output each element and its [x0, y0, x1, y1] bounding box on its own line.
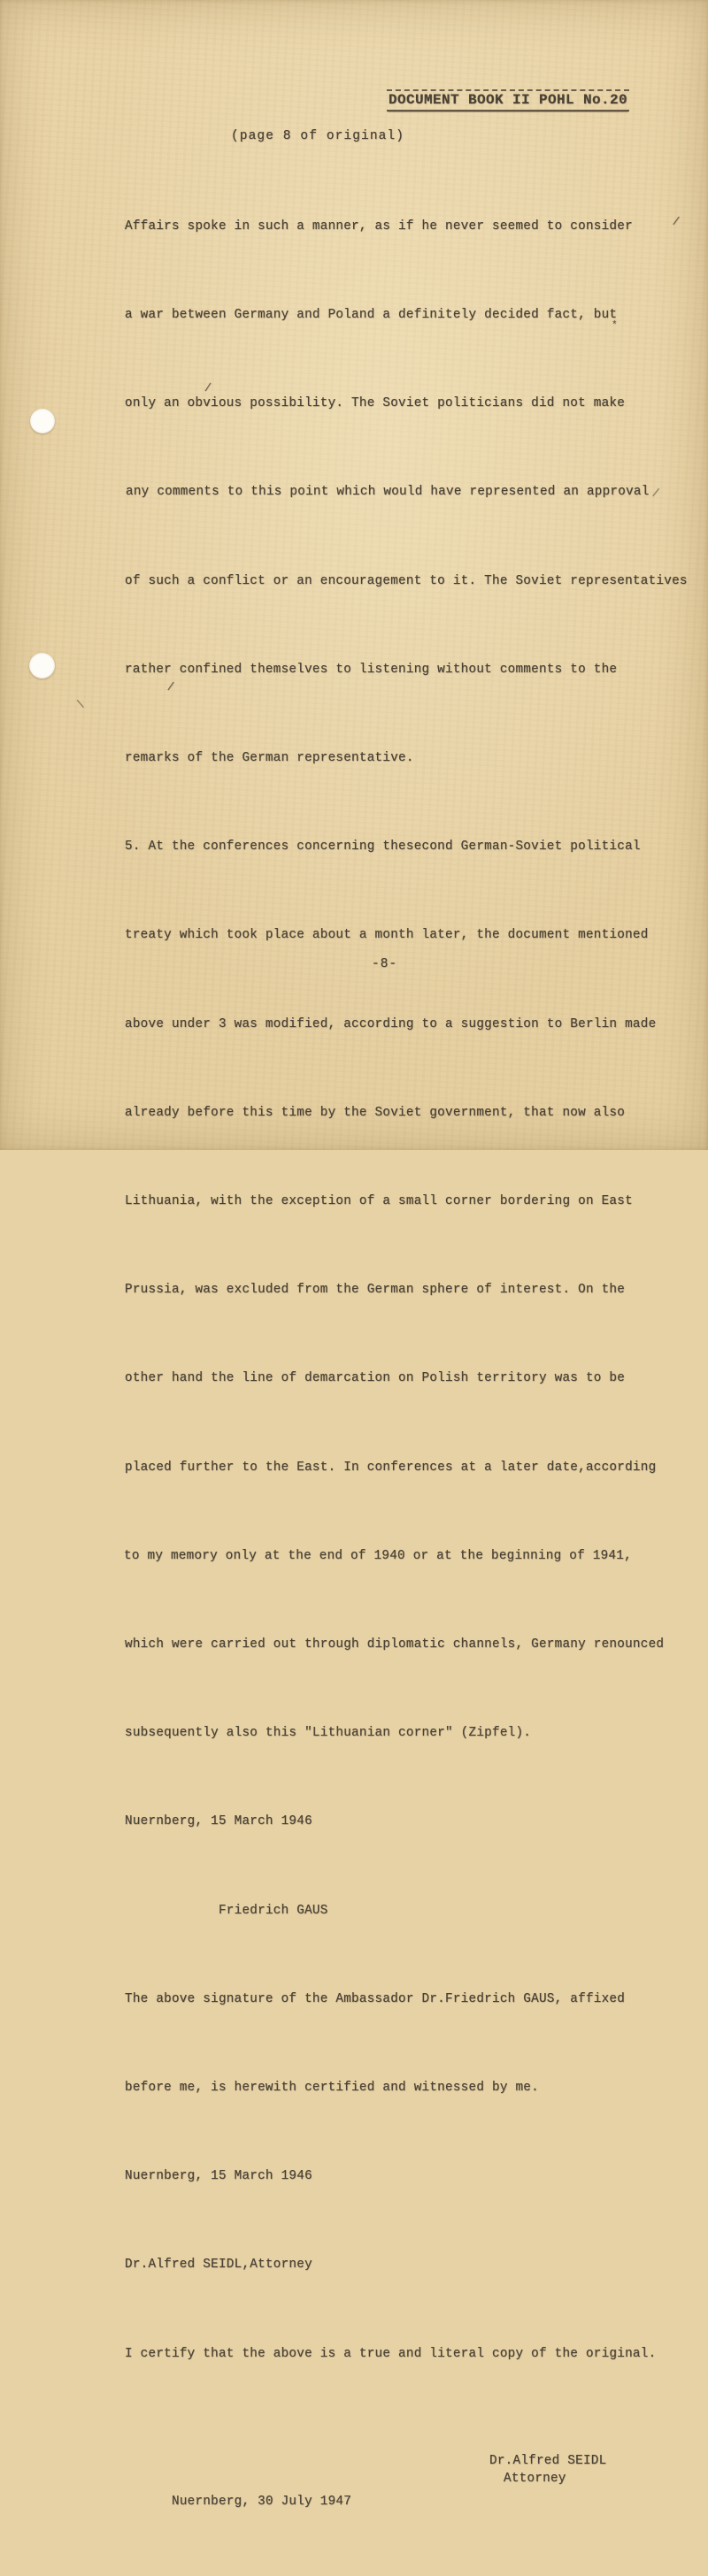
document-line: to my memory only at the end of 1940 or at the beginning of 1941,	[124, 1548, 632, 1563]
document-body	[125, 153, 702, 2547]
signature-block-right	[489, 2452, 606, 2488]
document-line-dateline: Nuernberg, 15 March 1946	[125, 1814, 312, 1829]
document-line-signature-gaus: Friedrich GAUS	[125, 1903, 328, 1918]
document-line: which were carried out through diplomatic channels, Germany renounced	[125, 1637, 665, 1652]
signature-name: Dr.Alfred SEIDL	[489, 2454, 607, 2469]
document-line-certification: I certify that the above is a true and literal copy of the original.	[125, 2346, 657, 2361]
document-line: Prussia, was excluded from the German sphere of interest. On the	[125, 1283, 626, 1298]
signature-dateline: Nuernberg, 30 July 1947	[171, 2494, 352, 2509]
document-line: placed further to the East. In conferences at a later date,according	[125, 1460, 657, 1475]
document-line: before me, is herewith certified and witnessed by me.	[125, 2081, 539, 2096]
hole-punch-top	[30, 409, 55, 433]
document-line: 5. At the conferences concerning thesecond German-Soviet political	[125, 840, 641, 855]
stray-mark: /	[166, 679, 175, 694]
document-line: Lithuania, with the exception of a small corner bordering on East	[125, 1194, 633, 1209]
document-line: treaty which took place about a month later, the document mentioned	[125, 928, 649, 943]
document-line: The above signature of the Ambassador Dr.Friedrich GAUS, affixed	[125, 1991, 626, 2006]
document-line: remarks of the German representative.	[125, 751, 414, 766]
document-line: a war between Germany and Poland a definitely decided fact, but	[125, 308, 618, 323]
page-reference: (page 8 of original)	[231, 129, 405, 143]
signature-title: Attorney	[504, 2472, 566, 2487]
signature-row	[125, 2454, 702, 2509]
document-book-header: DOCUMENT BOOK II POHL No.20	[387, 89, 629, 111]
stray-mark: \	[75, 697, 86, 712]
document-line: already before this time by the Soviet government, that now also	[125, 1105, 626, 1120]
document-line: above under 3 was modified, according to a suggestion to Berlin made	[125, 1016, 657, 1031]
hole-punch-bottom	[29, 653, 55, 678]
stray-mark: /	[650, 486, 661, 501]
document-line: Affairs spoke in such a manner, as if he never seemed to consider	[125, 218, 633, 234]
document-line: of such a conflict or an encouragement to it. The Soviet representatives	[125, 573, 688, 588]
stray-mark: *	[612, 320, 618, 331]
document-line: rather confined themselves to listening without comments to the	[125, 662, 618, 677]
document-line: subsequently also this "Lithuanian corner" (Zipfel).	[125, 1726, 532, 1741]
document-line: only an obvious possibility. The Soviet politicians did not make	[125, 396, 626, 411]
stray-mark: /	[204, 380, 212, 395]
document-line: any comments to this point which would have represented an approval	[126, 485, 650, 500]
document-line: other hand the line of demarcation on Polish territory was to be	[125, 1371, 626, 1386]
document-line-dateline: Nuernberg, 15 March 1946	[125, 2169, 312, 2184]
stray-mark: /	[671, 214, 681, 229]
page-number: -8-	[372, 957, 398, 971]
document-line-attorney: Dr.Alfred SEIDL,Attorney	[125, 2258, 312, 2273]
